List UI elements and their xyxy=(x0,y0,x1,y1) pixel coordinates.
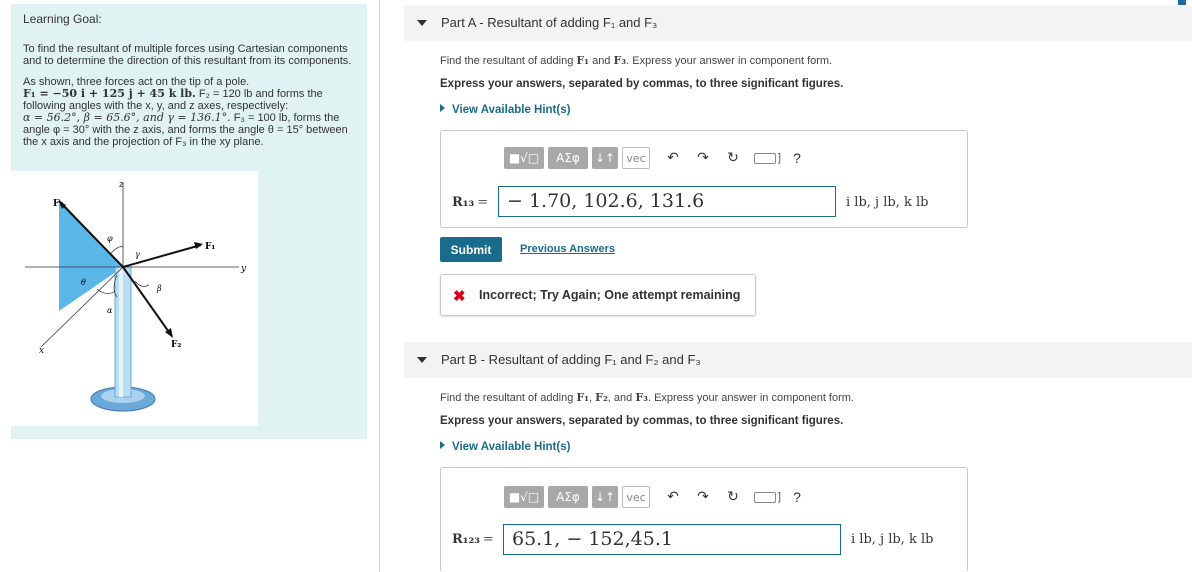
part-b-answer-input[interactable]: 65.1, − 152,45.1 xyxy=(503,524,841,555)
help-button[interactable]: ? xyxy=(793,150,801,166)
f1-definition: F₁ = −50 i + 125 j + 45 k lb. xyxy=(23,87,196,100)
part-a-answer-label xyxy=(452,195,488,210)
reorder-button[interactable]: ↓↑ xyxy=(592,147,618,169)
keyboard-suffix: ] xyxy=(778,152,782,164)
alpha-label: α xyxy=(107,306,113,315)
pole-highlight xyxy=(119,267,123,397)
templates-button[interactable]: ■√□ xyxy=(504,147,544,169)
feedback-message: Incorrect; Try Again; One attempt remaining xyxy=(479,288,741,302)
part-a-answer-input[interactable]: − 1.70, 102.6, 131.6 xyxy=(498,186,836,217)
f1-label: F₁ xyxy=(205,242,216,252)
gamma-label: γ xyxy=(135,250,140,259)
undo-icon[interactable]: ↶ xyxy=(667,150,679,166)
part-b-prompt-c1: , xyxy=(589,392,596,404)
part-a-instruction: Express your answers, separated by commas, to three significant figures. xyxy=(440,78,844,90)
pole-diagram-svg xyxy=(11,171,258,426)
x-label: x xyxy=(39,346,45,356)
redo-icon[interactable]: ↷ xyxy=(697,150,709,166)
part-b-prompt-c2: , and xyxy=(607,392,636,404)
part-a-prompt-f1: F₁ xyxy=(576,54,590,67)
part-a-math-toolbar xyxy=(504,145,801,171)
keyboard-icon[interactable] xyxy=(754,153,776,164)
f2-angles: α = 56.2°, β = 65.6°, and γ = 136.1°. xyxy=(23,111,231,124)
learning-goal-intro: To find the resultant of multiple forces using Cartesian components and to determine the direction of this resultant from its components. xyxy=(23,43,352,67)
f2-definition: F₂ = 120 lb and forms the following angles with the x, y, and z axes, respectively: xyxy=(23,88,323,112)
part-a-answer-box xyxy=(440,130,968,228)
undo-icon[interactable]: ↶ xyxy=(667,489,679,505)
problem-desc: As shown, three forces act on the tip of a pole. xyxy=(23,76,250,88)
part-b-units: i lb, j lb, k lb xyxy=(851,532,934,547)
part-a-prompt-text: Find the resultant of adding xyxy=(440,55,577,67)
part-a-prompt-and: and xyxy=(589,55,614,67)
feedback-box xyxy=(440,274,756,316)
y-label: y xyxy=(241,264,247,274)
part-b-header[interactable] xyxy=(404,342,1192,378)
part-b-prompt-f2: F₂ xyxy=(595,391,608,404)
equals-sign: = xyxy=(477,195,489,210)
help-button[interactable]: ? xyxy=(793,489,801,505)
submit-button[interactable]: Submit xyxy=(440,237,502,262)
triangle-right-icon xyxy=(440,104,445,112)
part-a-prompt xyxy=(440,54,832,67)
triangle-right-icon xyxy=(440,441,445,449)
redo-icon[interactable]: ↷ xyxy=(697,489,709,505)
f3-plane-shape xyxy=(59,199,123,311)
part-b-hint-link[interactable] xyxy=(440,441,570,453)
part-b-hint-label: View Available Hint(s) xyxy=(452,441,571,453)
phi-arc xyxy=(111,247,123,253)
reset-icon[interactable]: ↻ xyxy=(727,489,739,505)
problem-statement xyxy=(23,76,355,148)
error-icon: ✖ xyxy=(453,288,466,305)
f1-arrowhead xyxy=(194,242,203,249)
f3-definition: F₃ = 100 lb, forms the angle φ = 30° with the z axis, and forms the angle θ = 15° between the x axis and the projection of F₃ in the xy plane. xyxy=(23,112,348,148)
beta-label: β xyxy=(157,284,162,293)
part-a-prompt-f3: F₃ xyxy=(613,54,627,67)
phi-label: φ xyxy=(107,234,113,243)
part-a-hint-label: View Available Hint(s) xyxy=(452,104,571,116)
reorder-button[interactable]: ↓↑ xyxy=(592,486,618,508)
learning-goal-title: Learning Goal: xyxy=(23,12,102,26)
vector-button[interactable]: vec xyxy=(622,147,650,169)
part-b-prompt-text: Find the resultant of adding xyxy=(440,392,577,404)
pole-force-diagram xyxy=(11,171,258,426)
panel-divider xyxy=(379,0,380,572)
f3-label: F₃ xyxy=(53,199,64,209)
part-b-prompt-f1: F₁ xyxy=(576,391,590,404)
part-b-prompt-f3: F₃ xyxy=(635,391,648,404)
f2-label: F₂ xyxy=(171,340,182,350)
theta-label: θ xyxy=(81,278,86,287)
part-b-prompt-post: . Express your answer in component form. xyxy=(647,392,854,404)
part-b-instruction: Express your answers, separated by commas, to three significant figures. xyxy=(440,415,844,427)
previous-answers-link[interactable]: Previous Answers xyxy=(520,243,615,255)
part-b-answer-box xyxy=(440,467,968,572)
templates-button[interactable]: ■√□ xyxy=(504,486,544,508)
z-label: z xyxy=(119,180,124,190)
part-b-title: Part B - Resultant of adding F₁ and F₂ and F₃ xyxy=(441,352,701,367)
part-b-answer-label xyxy=(452,532,494,547)
part-a-units: i lb, j lb, k lb xyxy=(846,195,929,210)
part-a-prompt-post: . Express your answer in component form. xyxy=(626,55,833,67)
greek-symbols-button[interactable]: ΑΣφ xyxy=(548,147,588,169)
part-b-prompt xyxy=(440,391,854,404)
chevron-down-icon xyxy=(417,20,427,26)
part-a-title: Part A - Resultant of adding F₁ and F₃ xyxy=(441,15,658,30)
reset-icon[interactable]: ↻ xyxy=(727,150,739,166)
part-a-hint-link[interactable] xyxy=(440,104,570,116)
greek-symbols-button[interactable]: ΑΣφ xyxy=(548,486,588,508)
r123-symbol: R₁₂₃ xyxy=(452,532,480,547)
keyboard-icon[interactable] xyxy=(754,492,776,503)
part-b-math-toolbar xyxy=(504,484,801,510)
r13-symbol: R₁₃ xyxy=(452,195,475,210)
vector-button[interactable]: vec xyxy=(622,486,650,508)
equals-sign: = xyxy=(482,532,494,547)
part-a-header[interactable] xyxy=(404,5,1192,41)
chevron-down-icon xyxy=(417,357,427,363)
keyboard-suffix: ] xyxy=(778,491,782,503)
